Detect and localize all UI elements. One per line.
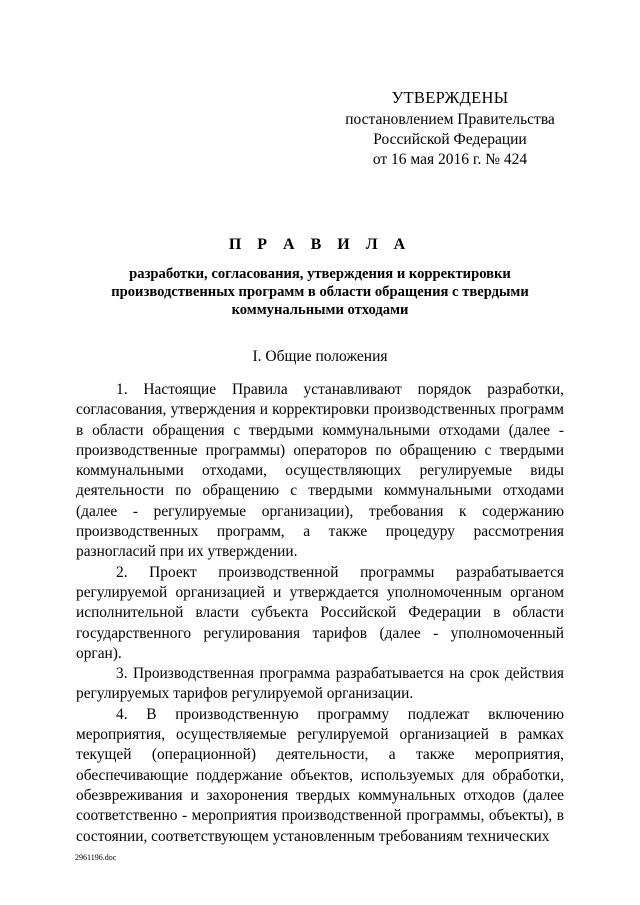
approved-title: УТВЕРЖДЕНЫ bbox=[391, 88, 509, 107]
approval-block bbox=[330, 88, 570, 170]
paragraph-3: 3. Производственная программа разрабатывается на срок действия регулируемых тарифов регулируемой организации. bbox=[76, 665, 564, 703]
approval-line-1: постановлением Правительства bbox=[345, 111, 555, 128]
paragraph-4: 4. В производственную программу подлежат включению мероприятия, осуществляемые регулируемой организацией в рамках текущей (операционной) деятельности, а также мероприятия, обеспечивающие поддержание объектов, используемых для обработки, обезвреживания и захоронения твердых коммунальных отходов (далее соответственно - мероприятия производственной программы, объекты), в состоянии, соответствующем установленным требованиям технических bbox=[76, 705, 564, 845]
document-title: П Р А В И Л А bbox=[228, 236, 412, 253]
approval-line-2: Российской Федерации bbox=[373, 131, 527, 148]
paragraph-2: 2. Проект производственной программы разрабатывается регулируемой организацией и утверждается уполномоченным органом исполнительной власти субъекта Российской Федерации в области государственного регулирования тарифов (далее - уполномоченный орган). bbox=[76, 563, 564, 662]
approval-line-3: от 16 мая 2016 г. № 424 bbox=[372, 151, 528, 168]
document-subtitle: разработки, согласования, утверждения и корректировки производственных программ в области обращения с твердыми коммунальными отходами bbox=[111, 266, 529, 318]
document-body bbox=[76, 380, 564, 847]
footer-file-name: 2961196.doc bbox=[75, 853, 117, 862]
section-heading: I. Общие положения bbox=[252, 348, 388, 365]
paragraph-1: 1. Настоящие Правила устанавливают порядок разработки, согласования, утверждения и корректировки производственных программ в области обращения с твердыми коммунальными отходами (далее - производственные программы) операторов по обращению с твердыми коммунальными отходами, осуществляющих регулируемые виды деятельности по обращению с твердыми коммунальными отходами (далее - регулируемые организации), требования к содержанию производственных программ, а также процедуру рассмотрения разногласий при их утверждении. bbox=[76, 381, 564, 561]
